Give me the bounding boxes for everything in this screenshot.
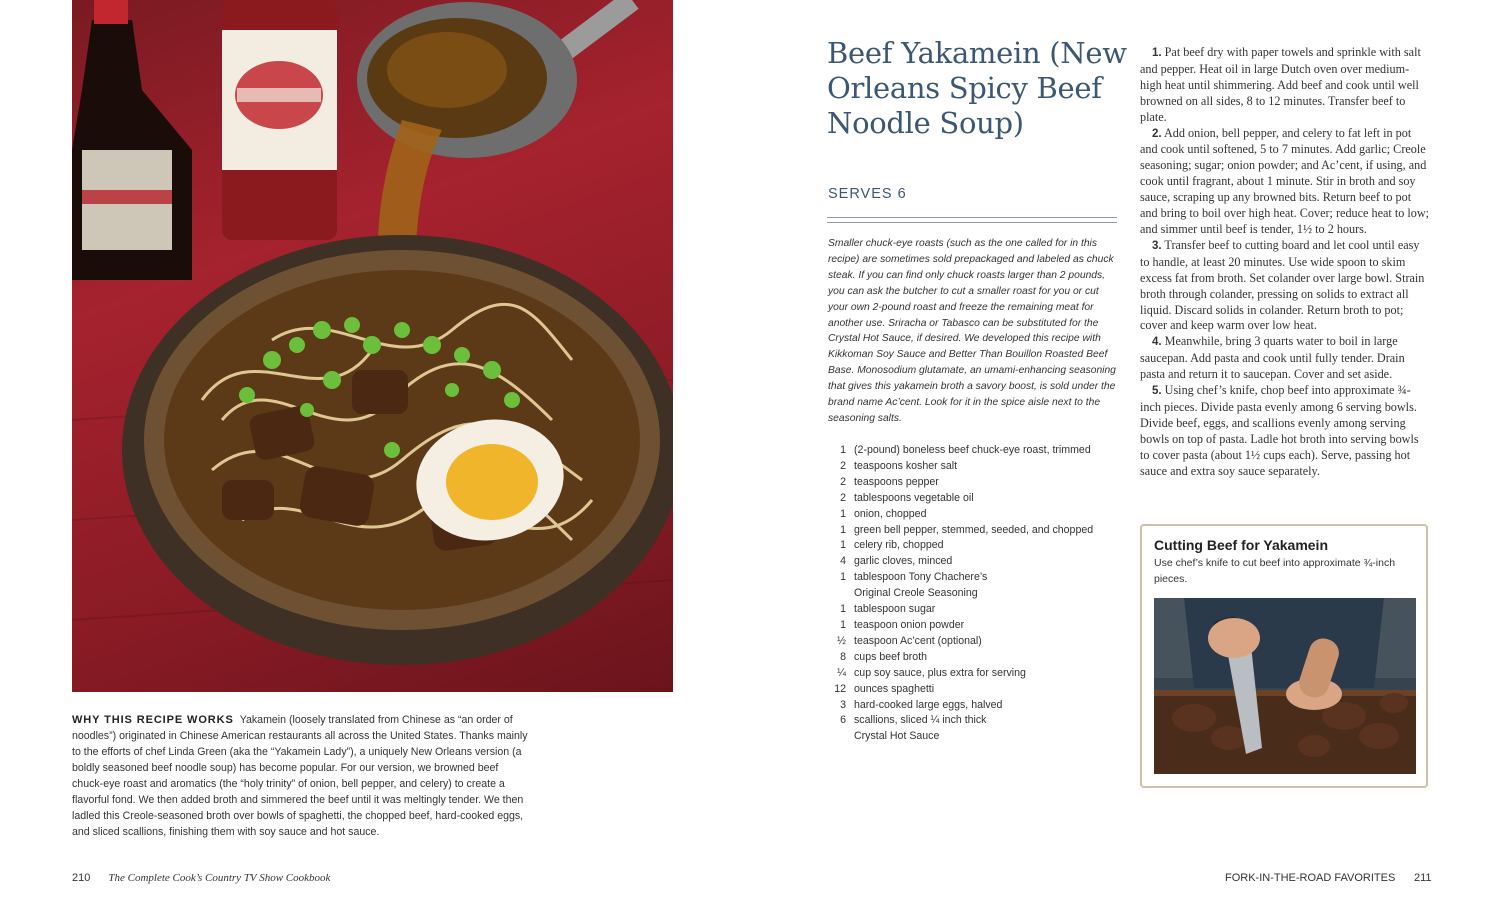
ingredient-item — [828, 618, 1128, 634]
ingredient-item — [828, 538, 1128, 554]
right-page — [750, 0, 1500, 917]
cutting-illustration — [1154, 598, 1416, 774]
ingredient-qty — [828, 586, 854, 602]
ingredient-item — [828, 586, 1128, 602]
cutting-beef-sidebar — [1140, 524, 1428, 788]
ingredient-qty: ¼ — [837, 666, 846, 679]
ingredient-qty — [828, 729, 854, 745]
book-title: The Complete Cook’s Country TV Show Cookbook — [108, 872, 331, 884]
step-number: 1. — [1152, 47, 1162, 59]
ingredient-item — [828, 475, 1128, 491]
method-step — [1140, 126, 1430, 238]
method-step — [1140, 45, 1430, 126]
ingredient-item — [828, 443, 1128, 459]
ingredient-text: Original Creole Seasoning — [854, 587, 978, 600]
step-text: Add onion, bell pepper, and celery to fat left in pot and cook until softened, 5 to 7 minutes. Add garlic; Creole seasoning; sugar; onion powder; and Ac’cent, if using, and cook until fragrant, about 1 minute. Stir in broth and soy sauce, scraping up any browned bits. Return beef to pot and bring to boil over high heat. Cover; reduce heat to low; and simmer until beef is tender, 1½ to 2 hours. — [1140, 125, 1430, 236]
ingredient-item — [828, 570, 1128, 586]
ingredient-list — [828, 443, 1128, 745]
ingredient-qty: 1 — [840, 523, 846, 536]
ingredient-item — [828, 507, 1128, 523]
ingredient-item — [828, 682, 1128, 698]
ingredient-item — [828, 523, 1128, 539]
ingredient-qty: 1 — [840, 539, 846, 552]
ingredient-qty: 6 — [840, 714, 846, 727]
ingredient-text: green bell pepper, stemmed, seeded, and chopped — [854, 523, 1094, 536]
ingredient-qty: 1 — [840, 507, 846, 520]
why-text: Yakamein (loosely translated from Chinese as “an order of noodles”) originated in Chinese American restaurants all across the United States. Thanks mainly to the efforts of chef Linda Green (aka the “Yakamein Lady”), a uniquely New Orleans version (a boldly seasoned beef noodle soup) has become popular. For our version, we browned beef chuck-eye roast and aromatics (the “holy trinity” of onion, bell pepper, and celery) to create a flavorful fond. We then added broth and simmered the beef until it was meltingly tender. We then ladled this Creole-seasoned broth over bowls of spaghetti, the chopped beef, hard-cooked eggs, and sliced scallions, finishing them with soy sauce and hot sauce. — [72, 714, 528, 838]
ingredient-text: tablespoon Tony Chachere’s — [854, 571, 988, 584]
ingredient-qty: 1 — [840, 571, 846, 584]
ingredient-text: ounces spaghetti — [854, 682, 935, 695]
hot-sauce-bottle — [222, 0, 337, 240]
method-steps — [1140, 45, 1430, 479]
left-folio — [72, 872, 330, 884]
recipe-title: Beef Yakamein (New Orleans Spicy Beef Noodle Soup) — [827, 36, 1127, 140]
left-page-number: 210 — [72, 872, 91, 884]
ingredient-qty: 12 — [834, 682, 846, 695]
ingredient-qty: 2 — [840, 459, 846, 472]
step-text: Transfer beef to cutting board and let cool until easy to handle, at least 20 minutes. Use wide spoon to skim excess fat from broth. Set colander over large bowl. Strain broth through colander, pressing on solids to extract all liquid. Discard solids in colander. Return broth to pot; cover and keep warm over low heat. — [1140, 237, 1425, 333]
ingredient-text: Crystal Hot Sauce — [854, 730, 940, 743]
sidebar-text: Use chef’s knife to cut beef into approximate ¾-inch pieces. — [1154, 557, 1396, 585]
soy-sauce-bottle — [72, 0, 192, 280]
ingredient-qty: 8 — [840, 650, 846, 663]
ingredient-text: hard-cooked large eggs, halved — [854, 698, 1003, 711]
why-this-recipe-works — [72, 712, 532, 840]
ingredient-qty: 2 — [840, 491, 846, 504]
ingredient-item — [828, 602, 1128, 618]
ingredient-qty: 4 — [840, 555, 846, 568]
serves-line: SERVES 6 — [828, 186, 907, 202]
ingredient-text: teaspoon onion powder — [854, 618, 965, 631]
ingredient-text: teaspoon Ac’cent (optional) — [854, 634, 982, 647]
ingredient-text: (2-pound) boneless beef chuck-eye roast, trimmed — [854, 444, 1091, 456]
step-text: Meanwhile, bring 3 quarts water to boil in large saucepan. Add pasta and cook until fully tender. Drain pasta and return it to saucepan. Cover and set aside. — [1140, 334, 1405, 382]
ingredient-qty: 3 — [840, 698, 846, 711]
ingredient-item — [828, 634, 1128, 650]
recipe-intro-note: Smaller chuck-eye roasts (such as the one called for in this recipe) are sometimes sold prepackaged and labeled as chuck steak. If you can find only chuck roasts larger than 2 pounds, you can ask the butcher to cut a smaller roast for you or cut your own 2-pound roast and freeze the remaining meat for another use. Sriracha or Tabasco can be substituted for the Crystal Hot Sauce, if desired. We developed this recipe with Kikkoman Soy Sauce and Better Than Bouillon Roasted Beef Base. Monosodium glutamate, an umami-enhancing seasoning that gives this yakamein broth a savory boost, is sold under the brand name Ac’cent. Look for it in the spice aisle next to the seasoning salts. — [828, 238, 1116, 424]
ingredient-qty: 1 — [840, 603, 846, 616]
why-lead: WHY THIS RECIPE WORKS — [72, 714, 234, 726]
ingredient-item — [828, 729, 1128, 745]
step-number: 2. — [1152, 127, 1162, 140]
ingredient-text: cups beef broth — [854, 650, 928, 663]
method-step — [1140, 238, 1430, 334]
step-number: 3. — [1152, 239, 1162, 252]
hero-photo-beef-yakamein — [72, 0, 673, 692]
cutting-beef-photo — [1154, 598, 1416, 774]
ingredient-qty: 1 — [840, 444, 846, 456]
step-number: 4. — [1152, 336, 1162, 349]
step-text: Using chef’s knife, chop beef into approximate ¾-inch pieces. Divide pasta evenly among 6 serving bowls. Divide beef, eggs, and scallions evenly among serving bowls on top of pasta. Ladle hot broth into serving bowls to cover pasta (about 1½ cups each). Serve, passing hot sauce and extra soy sauce separately. — [1140, 383, 1419, 478]
method-step — [1140, 334, 1430, 383]
section-name: FORK-IN-THE-ROAD FAVORITES — [1225, 872, 1396, 884]
ingredient-text: onion, chopped — [854, 507, 927, 520]
ingredient-item — [828, 650, 1128, 666]
ingredient-text: teaspoons pepper — [854, 475, 939, 488]
ingredient-text: tablespoon sugar — [854, 603, 936, 616]
ingredient-text: scallions, sliced ¼ inch thick — [854, 714, 987, 727]
ingredient-item — [828, 698, 1128, 714]
ingredient-qty: 2 — [840, 475, 846, 488]
step-text: Pat beef dry with paper towels and sprinkle with salt and pepper. Heat oil in large Dutch oven over medium-high heat until shimmering. Add beef and cook until well browned on all sides, 8 to 12 minutes. Transfer beef to plate. — [1140, 45, 1421, 124]
sidebar-title: Cutting Beef for Yakamein — [1154, 537, 1329, 553]
ingredient-item — [828, 459, 1128, 475]
ingredient-text: garlic cloves, minced — [854, 555, 953, 568]
hero-illustration — [72, 0, 673, 692]
step-number: 5. — [1152, 385, 1162, 398]
ingredient-text: cup soy sauce, plus extra for serving — [854, 666, 1026, 679]
right-page-number: 211 — [1414, 872, 1432, 884]
ingredient-item — [828, 666, 1128, 682]
ingredient-text: teaspoons kosher salt — [854, 459, 958, 472]
title-rule — [827, 217, 1117, 223]
ingredient-item — [828, 491, 1128, 507]
noodle-bowl — [122, 235, 673, 665]
ingredient-qty: 1 — [840, 618, 846, 631]
method-step — [1140, 383, 1430, 479]
ingredient-text: celery rib, chopped — [854, 539, 944, 552]
ingredient-item — [828, 554, 1128, 570]
ingredient-qty: ½ — [837, 634, 846, 647]
ingredient-text: tablespoons vegetable oil — [854, 491, 974, 504]
ingredient-item — [828, 713, 1128, 729]
